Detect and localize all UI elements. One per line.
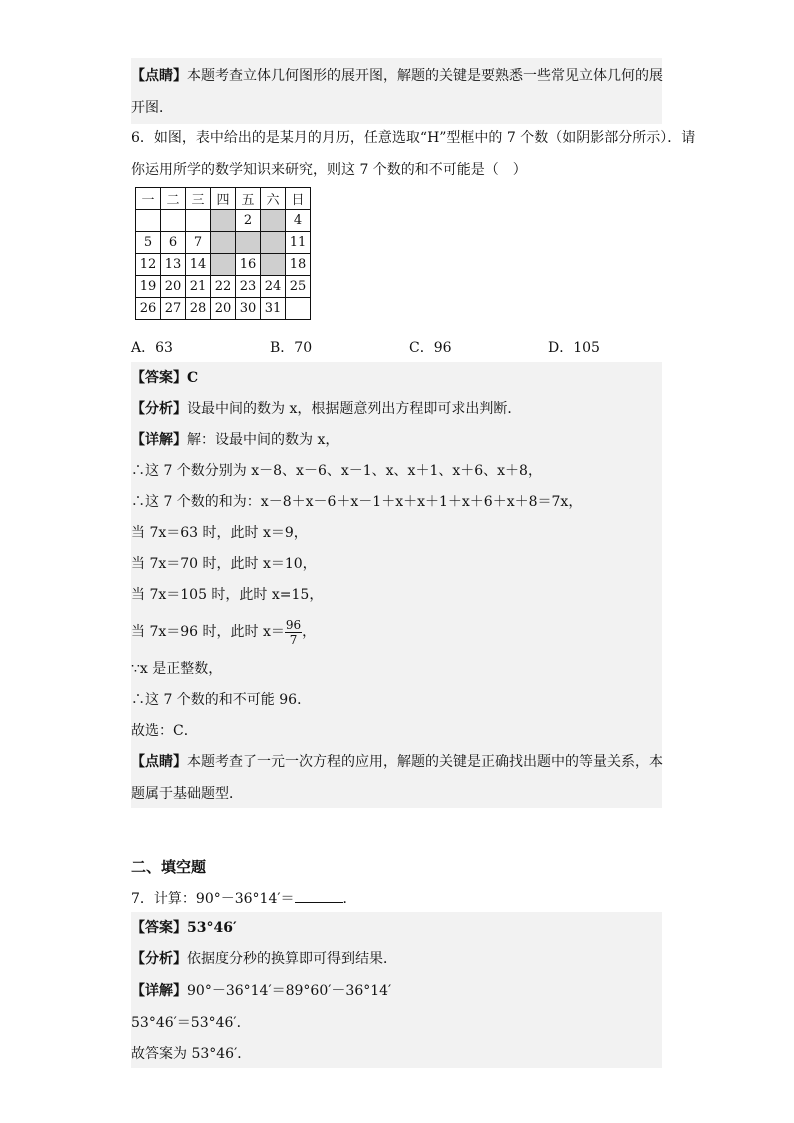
- calendar-cell-shaded: [211, 254, 236, 276]
- calendar-cell: 11: [286, 232, 311, 254]
- calendar-header-cell: 三: [186, 188, 211, 210]
- option-b: B．70: [270, 340, 313, 356]
- q6-detail-line: ∵x 是正整数，: [131, 661, 223, 677]
- q7-answer: 【答案】53°46′: [131, 920, 237, 936]
- q6-detail-line: 当 7x＝70 时，此时 x＝10，: [131, 556, 317, 572]
- calendar-header-row: [136, 188, 311, 210]
- q6-detail-line: ∴这 7 个数分别为 x－8、x－6、x－1、x、x＋1、x＋6、x＋8，: [131, 463, 542, 479]
- q7-detail-line: 故答案为 53°46′．: [131, 1046, 252, 1062]
- calendar-cell: 7: [186, 232, 211, 254]
- option-c: C．96: [409, 340, 452, 356]
- calendar-cell: 2: [236, 210, 261, 232]
- q6-detail-fraction-line: 当 7x＝96 时，此时 x＝ $\frac{96}{7}$ ，: [131, 617, 317, 647]
- calendar-cell: [286, 298, 311, 320]
- calendar-header-cell: 日: [286, 188, 311, 210]
- calendar-cell: 28: [186, 298, 211, 320]
- calendar-cell: 19: [136, 276, 161, 298]
- calendar-cell-shaded: [211, 210, 236, 232]
- calendar-row: [136, 276, 311, 298]
- answer-blank: [295, 888, 343, 903]
- q6-answer: 【答案】C: [131, 370, 199, 386]
- calendar-header-cell: 一: [136, 188, 161, 210]
- calendar-header-cell: 五: [236, 188, 261, 210]
- calendar-row: [136, 210, 311, 232]
- calendar-cell: 21: [186, 276, 211, 298]
- calendar-cell: 25: [286, 276, 311, 298]
- calendar-cell-shaded: [261, 210, 286, 232]
- calendar-cell: 20: [161, 276, 186, 298]
- calendar-cell: 14: [186, 254, 211, 276]
- option-a: A．63: [131, 340, 173, 356]
- calendar-row: [136, 298, 311, 320]
- q6-comment-line2: 题属于基础题型．: [131, 786, 243, 802]
- calendar-header-cell: 六: [261, 188, 286, 210]
- calendar-cell: 24: [261, 276, 286, 298]
- calendar-cell-shaded: [261, 232, 286, 254]
- calendar-cell-shaded: [211, 232, 236, 254]
- q6-detail-line: ∴这 7 个数的和为：x－8＋x－6＋x－1＋x＋x＋1＋x＋6＋x＋8＝7x，: [131, 494, 583, 510]
- calendar-header-cell: 四: [211, 188, 236, 210]
- calendar-cell: 20: [211, 298, 236, 320]
- calendar-row: [136, 254, 311, 276]
- calendar-cell: 31: [261, 298, 286, 320]
- q6-stem-line1: 6．如图，表中给出的是某月的月历，任意选取“H”型框中的 7 个数（如阴影部分所示）．请: [131, 130, 696, 146]
- q6-comment-line1: 【点睛】本题考查了一元一次方程的应用，解题的关键是正确找出题中的等量关系，本: [131, 754, 663, 770]
- section-title: 二、填空题: [131, 858, 207, 876]
- calendar-cell: 4: [286, 210, 311, 232]
- calendar-cell: 18: [286, 254, 311, 276]
- calendar-cell: 16: [236, 254, 261, 276]
- q6-analysis: 【分析】设最中间的数为 x，根据题意列出方程即可求出判断．: [131, 401, 522, 417]
- q6-detail-line: 当 7x＝63 时，此时 x＝9，: [131, 525, 308, 541]
- q5-comment-line1: 【点睛】本题考查立体几何图形的展开图，解题的关键是要熟悉一些常见立体几何的展: [131, 68, 663, 84]
- q7-detail-line: 53°46′＝53°46′．: [131, 1015, 251, 1031]
- calendar-cell: [136, 210, 161, 232]
- q7-analysis: 【分析】依据度分秒的换算即可得到结果．: [131, 951, 397, 967]
- q6-detail-line: ∴这 7 个数的和不可能 96．: [131, 692, 312, 708]
- calendar-table: [135, 187, 311, 320]
- option-d: D．105: [548, 340, 600, 356]
- calendar-cell: [186, 210, 211, 232]
- q6-detail-line: 故选：C．: [131, 723, 198, 739]
- q6-stem-line2: 你运用所学的数学知识来研究，则这 7 个数的和不可能是（ ）: [131, 162, 527, 178]
- calendar-cell: 5: [136, 232, 161, 254]
- q6-detail-intro: 【详解】解：设最中间的数为 x，: [131, 432, 340, 448]
- calendar-cell-shaded: [236, 232, 261, 254]
- calendar-header-cell: 二: [161, 188, 186, 210]
- calendar-cell: 6: [161, 232, 186, 254]
- comment-tag: 【点睛】: [131, 68, 187, 84]
- q7-stem: 7．计算：90°－36°14′＝ ．: [131, 888, 357, 908]
- calendar-cell: 26: [136, 298, 161, 320]
- q6-detail-line: 当 7x＝105 时，此时 x=15，: [131, 587, 324, 603]
- calendar-cell: 12: [136, 254, 161, 276]
- calendar-cell: 13: [161, 254, 186, 276]
- calendar-cell: 27: [161, 298, 186, 320]
- q5-comment-line2: 开图．: [131, 100, 173, 116]
- calendar-cell: 23: [236, 276, 261, 298]
- q7-detail: 【详解】90°－36°14′＝89°60′－36°14′: [131, 983, 392, 999]
- calendar-cell: [161, 210, 186, 232]
- calendar-cell: 30: [236, 298, 261, 320]
- fraction: $\frac{96}{7}$: [285, 617, 302, 647]
- calendar-cell-shaded: [261, 254, 286, 276]
- calendar-row: [136, 232, 311, 254]
- calendar-cell: 22: [211, 276, 236, 298]
